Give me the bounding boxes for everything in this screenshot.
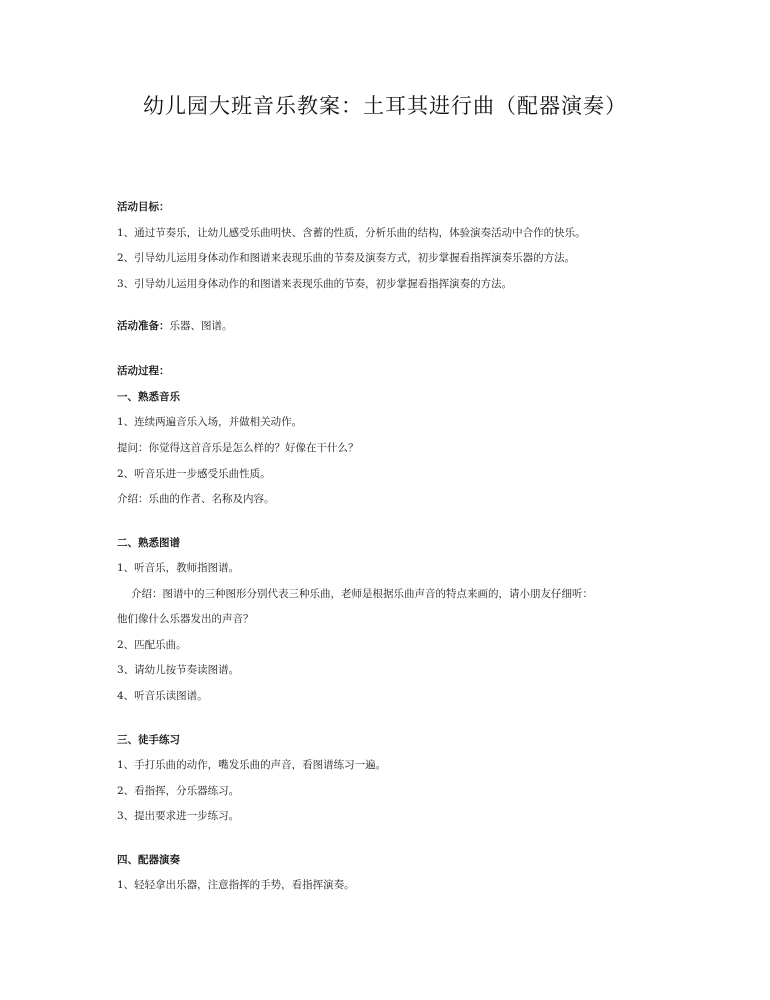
part3-item-2: 2、看指挥，分乐器练习。 [117, 785, 240, 797]
part3-item-3: 3、提出要求进一步练习。 [117, 810, 240, 822]
document-title: 幼儿园大班音乐教案：土耳其进行曲（配器演奏） [143, 94, 627, 118]
part2-item-6: 4、听音乐读图谱。 [117, 690, 208, 702]
part2-item-1: 1、听音乐，教师指图谱。 [117, 562, 240, 574]
part1-item-1: 1、连续两遍音乐入场，并做相关动作。 [117, 416, 303, 428]
part3-heading: 三、徒手练习 [117, 734, 180, 746]
part2-item-2: 介绍：图谱中的三种图形分别代表三种乐曲，老师是根据乐曲声音的特点来画的，请小朋友仔细听： [131, 588, 593, 600]
part3-item-1: 1、手打乐曲的动作，嘴发乐曲的声音，看图谱练习一遍。 [117, 759, 387, 771]
part1-item-2: 提问：你觉得这首音乐是怎么样的？好像在干什么？ [117, 442, 359, 454]
part2-item-4: 2、匹配乐曲。 [117, 639, 187, 651]
part1-item-4: 介绍：乐曲的作者、名称及内容。 [117, 493, 275, 505]
preparation-label: 活动准备： [117, 320, 170, 332]
process-heading: 活动过程： [117, 365, 170, 377]
part2-heading: 二、熟悉图谱 [117, 537, 180, 549]
part2-item-5: 3、请幼儿按节奏读图谱。 [117, 664, 240, 676]
part2-item-3: 他们像什么乐器发出的声音？ [117, 613, 254, 625]
part4-heading: 四、配器演奏 [117, 854, 180, 866]
part1-item-3: 2、听音乐进一步感受乐曲性质。 [117, 468, 271, 480]
goals-heading: 活动目标： [117, 201, 170, 213]
goal-item-2: 2、引导幼儿运用身体动作和图谱来表现乐曲的节奏及演奏方式，初步掌握看指挥演奏乐器的方法。 [117, 252, 576, 264]
part1-heading: 一、熟悉音乐 [117, 391, 180, 403]
goal-item-1: 1、通过节奏乐，让幼儿感受乐曲明快、含蓄的性质，分析乐曲的结构，体验演奏活动中合作的快乐。 [117, 227, 586, 239]
goal-item-3: 3、引导幼儿运用身体动作的和图谱来表现乐曲的节奏，初步掌握看指挥演奏的方法。 [117, 278, 513, 290]
preparation-line [117, 318, 233, 333]
preparation-text: 乐器、图谱。 [169, 320, 233, 332]
part4-item-1: 1、轻轻拿出乐器，注意指挥的手势，看指挥演奏。 [117, 879, 355, 891]
